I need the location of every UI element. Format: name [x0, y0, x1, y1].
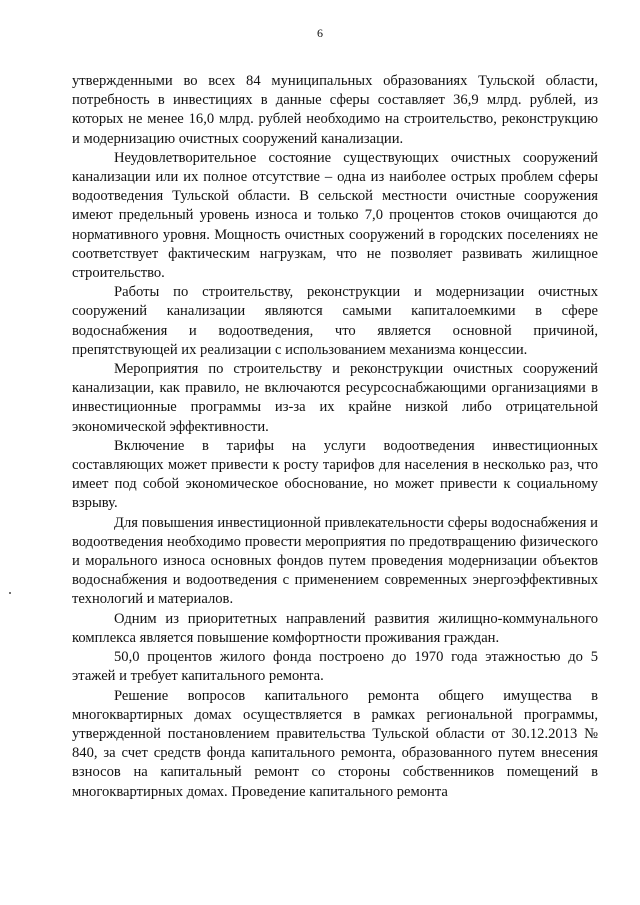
paragraph-investment-attractiveness: Для повышения инвестиционной привлекательности сферы водоснабжения и водоотведения необходимо провести мероприятия по предотвращению физического и морального износа основных фондов путем проведения модернизации объектов водоснабжения и водоотведения с применением современных энергоэффективных технологий и материалов. [72, 514, 598, 608]
paragraph-continuation: утвержденными во всех 84 муниципальных образованиях Тульской области, потребность в инвестициях в данные сферы составляет 36,9 млрд. рублей, из которых не менее 16,0 млрд. рублей необходимо на строительство, реконструкцию и модернизацию очистных сооружений канализации. [72, 73, 598, 147]
paragraph-priority-direction: Одним из приоритетных направлений развития жилищно-коммунального комплекса является повышение комфортности проживания граждан. [72, 610, 598, 646]
paragraph-housing-stock: 50,0 процентов жилого фонда построено до 1970 года этажностью до 5 этажей и требует капитального ремонта. [72, 649, 598, 685]
paragraph-investment-programs: Мероприятия по строительству и реконструкции очистных сооружений канализации, как правило, не включаются ресурсоснабжающими организациями в инвестиционные программы из-за их крайне низкой либо отрицательной экономической эффективности. [72, 361, 598, 435]
margin-speck [9, 592, 11, 594]
document-body [72, 72, 598, 802]
paragraph-capital-intensity: Работы по строительству, реконструкции и модернизации очистных сооружений канализации являются самыми капиталоемкими в сфере водоснабжения и водоотведения, что является основной причиной, препятствующей их реализации с использованием механизма концессии. [72, 284, 598, 358]
page-number: 6 [317, 26, 323, 40]
paragraph-tariffs: Включение в тарифы на услуги водоотведения инвестиционных составляющих может привести к росту тарифов для населения в несколько раз, что имеет под собой экономическое обоснование, но может привести к социальному взрыву. [72, 437, 598, 512]
paragraph-sewage-treatment-condition: Неудовлетворительное состояние существующих очистных сооружений канализации или их полное отсутствие – одна из наиболее острых проблем сферы водоотведения Тульской области. В сельской местности очистные сооружения имеют предельный уровень износа и только 7,0 процентов стоков очищаются до нормативного уровня. Мощность очистных сооружений в городских поселениях не соответствует фактическим нагрузкам, что не позволяет развивать жилищное строительство. [72, 149, 598, 282]
paragraph-capital-repair: Решение вопросов капитального ремонта общего имущества в многоквартирных домах осуществляется в рамках региональной программы, утвержденной постановлением правительства Тульской области от 30.12.2013 № 840, за счет средств фонда капитального ремонта, образованного путем внесения взносов на капитальный ремонт со стороны собственников помещений в многоквартирных домах. Проведение капитального ремонта [72, 687, 598, 800]
